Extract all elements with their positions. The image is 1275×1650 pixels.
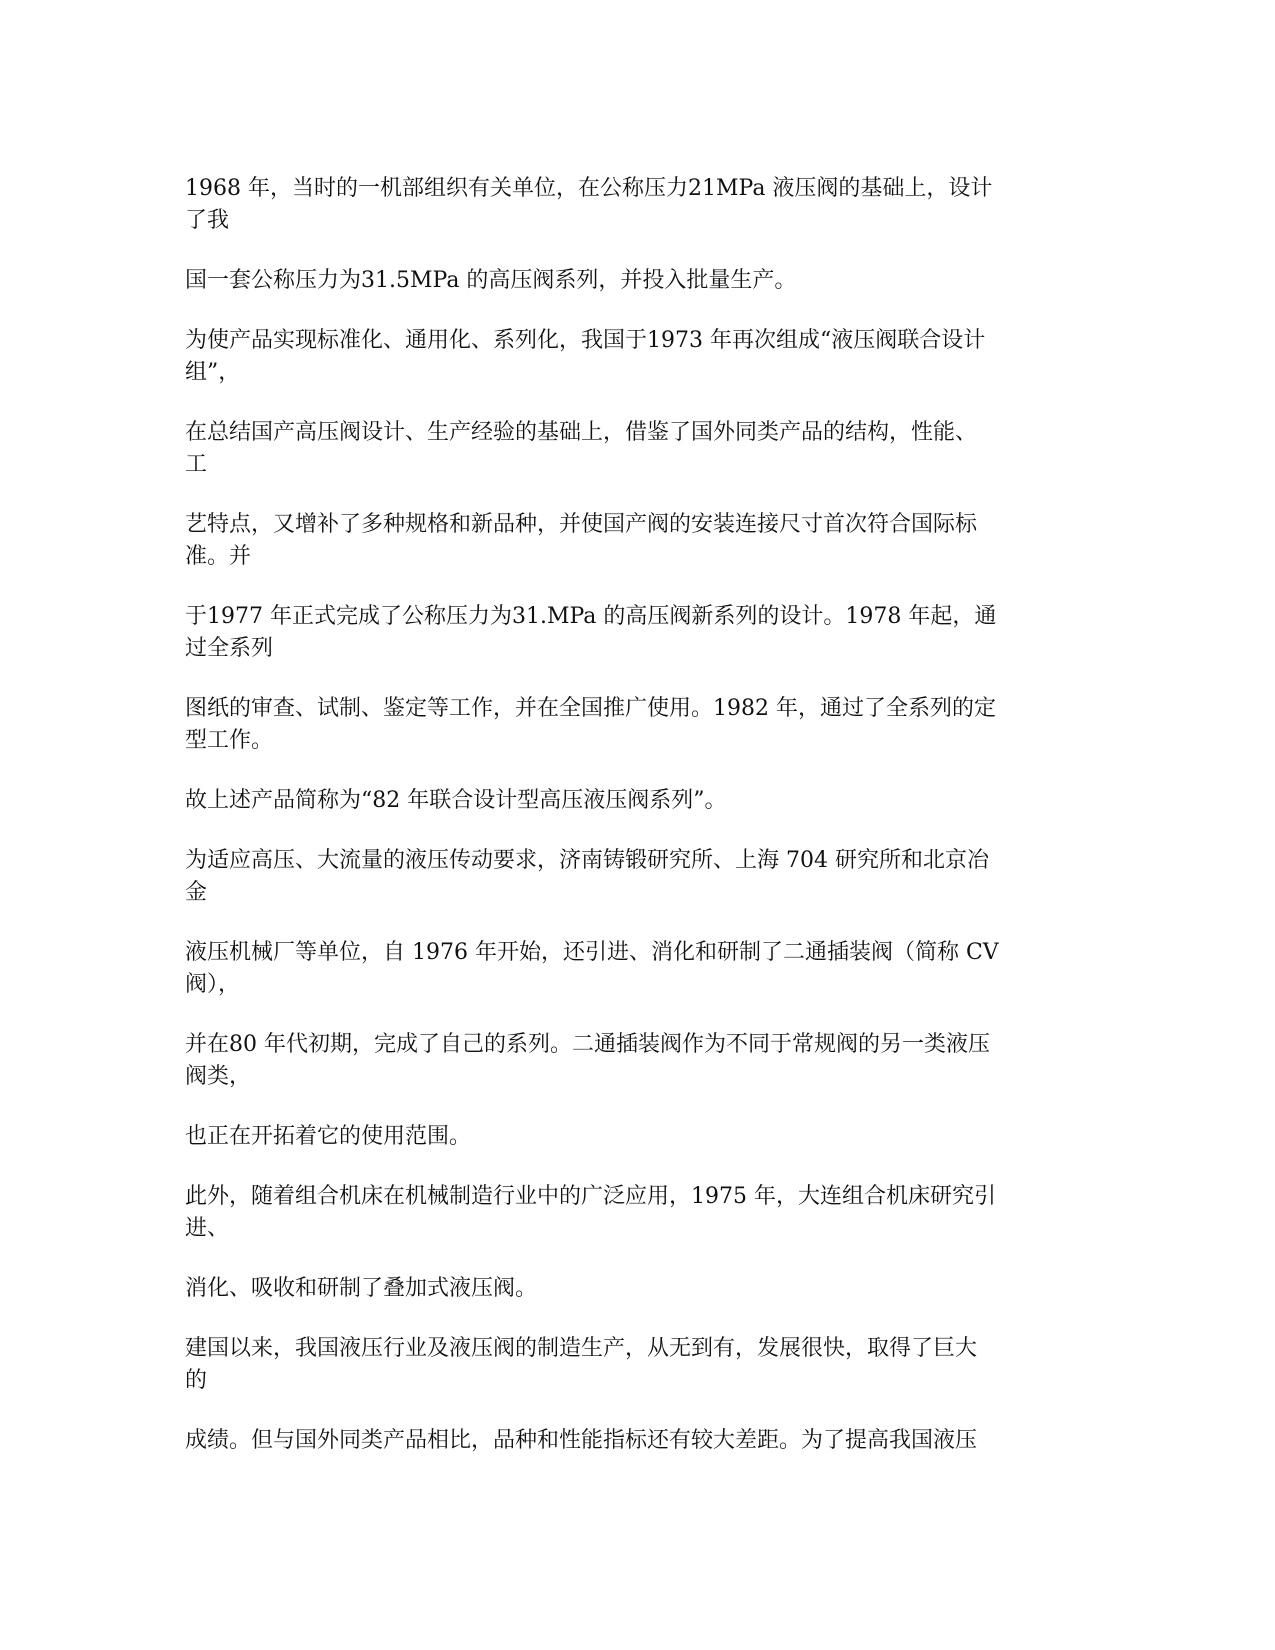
paragraph bbox=[185, 1425, 1090, 1457]
text-line: 型工作。 bbox=[185, 728, 274, 753]
text-line: 为适应高压、大流量的液压传动要求，济南铸锻研究所、上海 704 研究所和北京冶 bbox=[185, 848, 989, 873]
body-text bbox=[185, 173, 1090, 1457]
text-line: 准。并 bbox=[185, 544, 252, 569]
paragraph bbox=[185, 173, 1090, 237]
text-line: 阀）， bbox=[185, 972, 241, 997]
paragraph bbox=[185, 1273, 1090, 1305]
text-line: 也正在开拓着它的使用范围。 bbox=[185, 1124, 472, 1149]
paragraph bbox=[185, 1181, 1090, 1245]
text-line: 金 bbox=[185, 880, 208, 905]
text-line: 国一套公称压力为31.5MPa 的高压阀系列，并投入批量生产。 bbox=[185, 268, 797, 293]
paragraph bbox=[185, 785, 1090, 817]
text-line: 组”， bbox=[185, 360, 241, 385]
paragraph bbox=[185, 509, 1090, 573]
text-line: 了我 bbox=[185, 208, 230, 233]
text-line: 进、 bbox=[185, 1216, 230, 1241]
text-line: 成绩。但与国外同类产品相比，品种和性能指标还有较大差距。为了提高我国液压 bbox=[185, 1428, 978, 1453]
text-line: 故上述产品简称为“82 年联合设计型高压液压阀系列”。 bbox=[185, 788, 727, 813]
text-line: 于1977 年正式完成了公称压力为31.MPa 的高压阀新系列的设计。1978 年起，通 bbox=[185, 604, 997, 629]
paragraph bbox=[185, 1121, 1090, 1153]
text-line: 图纸的审查、试制、鉴定等工作，并在全国推广使用。1982 年，通过了全系列的定 bbox=[185, 696, 996, 721]
text-line: 工 bbox=[185, 452, 208, 477]
text-line: 的 bbox=[185, 1368, 208, 1393]
text-line: 在总结国产高压阀设计、生产经验的基础上，借鉴了国外同类产品的结构，性能、 bbox=[185, 420, 978, 445]
paragraph bbox=[185, 1333, 1090, 1397]
paragraph bbox=[185, 265, 1090, 297]
text-line: 1968 年，当时的一机部组织有关单位，在公称压力21MPa 液压阀的基础上，设计 bbox=[185, 176, 993, 201]
paragraph bbox=[185, 325, 1090, 389]
text-line: 过全系列 bbox=[185, 636, 274, 661]
text-line: 艺特点，又增补了多种规格和新品种，并使国产阀的安装连接尺寸首次符合国际标 bbox=[185, 512, 978, 537]
paragraph bbox=[185, 417, 1090, 481]
text-line: 阀类， bbox=[185, 1064, 252, 1089]
paragraph bbox=[185, 693, 1090, 757]
text-line: 消化、吸收和研制了叠加式液压阀。 bbox=[185, 1276, 538, 1301]
text-line: 并在80 年代初期，完成了自己的系列。二通插装阀作为不同于常规阀的另一类液压 bbox=[185, 1032, 990, 1057]
paragraph bbox=[185, 1029, 1090, 1093]
text-line: 为使产品实现标准化、通用化、系列化，我国于1973 年再次组成“液压阀联合设计 bbox=[185, 328, 986, 353]
text-line: 建国以来，我国液压行业及液压阀的制造生产，从无到有，发展很快，取得了巨大 bbox=[185, 1336, 978, 1361]
paragraph bbox=[185, 845, 1090, 909]
paragraph bbox=[185, 937, 1090, 1001]
text-line: 此外，随着组合机床在机械制造行业中的广泛应用，1975 年，大连组合机床研究引 bbox=[185, 1184, 996, 1209]
text-line: 液压机械厂等单位，自 1976 年开始，还引进、消化和研制了二通插装阀（简称 CV bbox=[185, 940, 999, 965]
paragraph bbox=[185, 601, 1090, 665]
